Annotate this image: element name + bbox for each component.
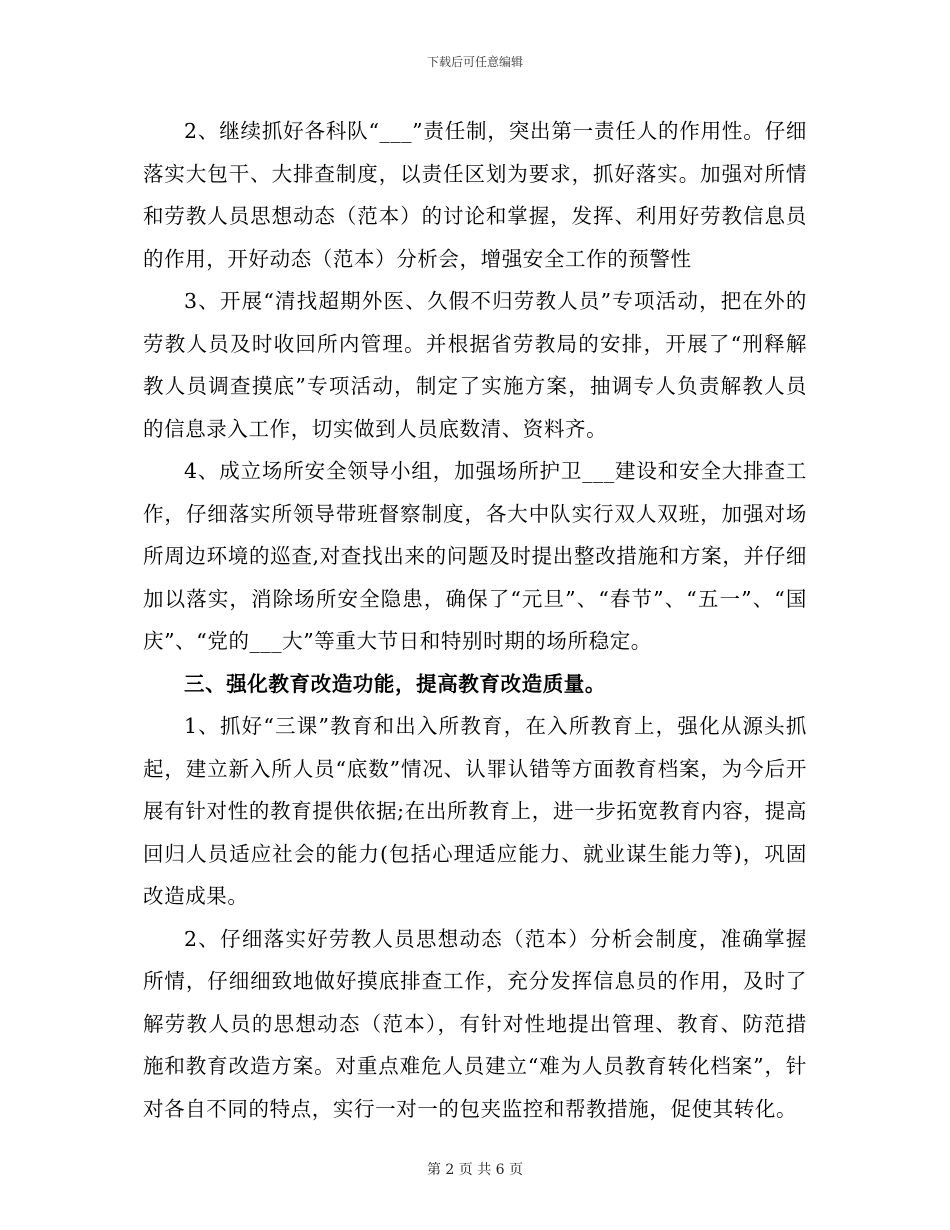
page-number-footer: 第 2 页 共 6 页 [426, 1162, 524, 1178]
document-body [143, 110, 807, 1130]
paragraph-section3-item-1: 1、抓好“三课”教育和出入所教育，在入所教育上，强化从源头抓起，建立新入所人员“底数”情况、认罪认错等方面教育档案，为今后开展有针对性的教育提供依据;在出所教育上，进一步拓宽教育内容，提高回归人员适应社会的能力(包括心理适应能力、就业谋生能力等)，巩固改造成果。 [143, 714, 807, 908]
paragraph-item-2: 2、继续抓好各科队“___”责任制，突出第一责任人的作用性。仔细落实大包干、大排查制度，以责任区划为要求，抓好落实。加强对所情和劳教人员思想动态（范本）的讨论和掌握，发挥、利用好劳教信息员的作用，开好动态（范本）分析会，增强安全工作的预警性 [143, 119, 807, 271]
page-header: 下载后可任意编辑 [426, 55, 523, 69]
paragraph-section3-item-2: 2、仔细落实好劳教人员思想动态（范本）分析会制度，准确掌握所情，仔细细致地做好摸底排查工作，充分发挥信息员的作用，及时了解劳教人员的思想动态（范本），有针对性地提出管理、教育、防范措施和教育改造方案。对重点难危人员建立“难为人员教育转化档案”，针对各自不同的特点，实行一对一的包夹监控和帮教措施，促使其转化。 [143, 926, 807, 1121]
paragraph-item-4: 4、成立场所安全领导小组，加强场所护卫___建设和安全大排查工作，仔细落实所领导带班督察制度，各大中队实行双人双班，加强对场所周边环境的巡查,对查找出来的问题及时提出整改措施和方案，并仔细加以落实，消除场所安全隐患，确保了“元旦”、“春节”、“五一”、“国庆”、“党的___大”等重大节日和特别时期的场所稳定。 [143, 459, 807, 653]
section-heading: 三、强化教育改造功能，提高教育改造质量。 [184, 671, 606, 696]
paragraph-item-3: 3、开展“清找超期外医、久假不归劳教人员”专项活动，把在外的劳教人员及时收回所内管理。并根据省劳教局的安排，开展了“刑释解教人员调查摸底”专项活动，制定了实施方案，抽调专人负责解教人员的信息录入工作，切实做到人员底数清、资料齐。 [143, 289, 807, 441]
